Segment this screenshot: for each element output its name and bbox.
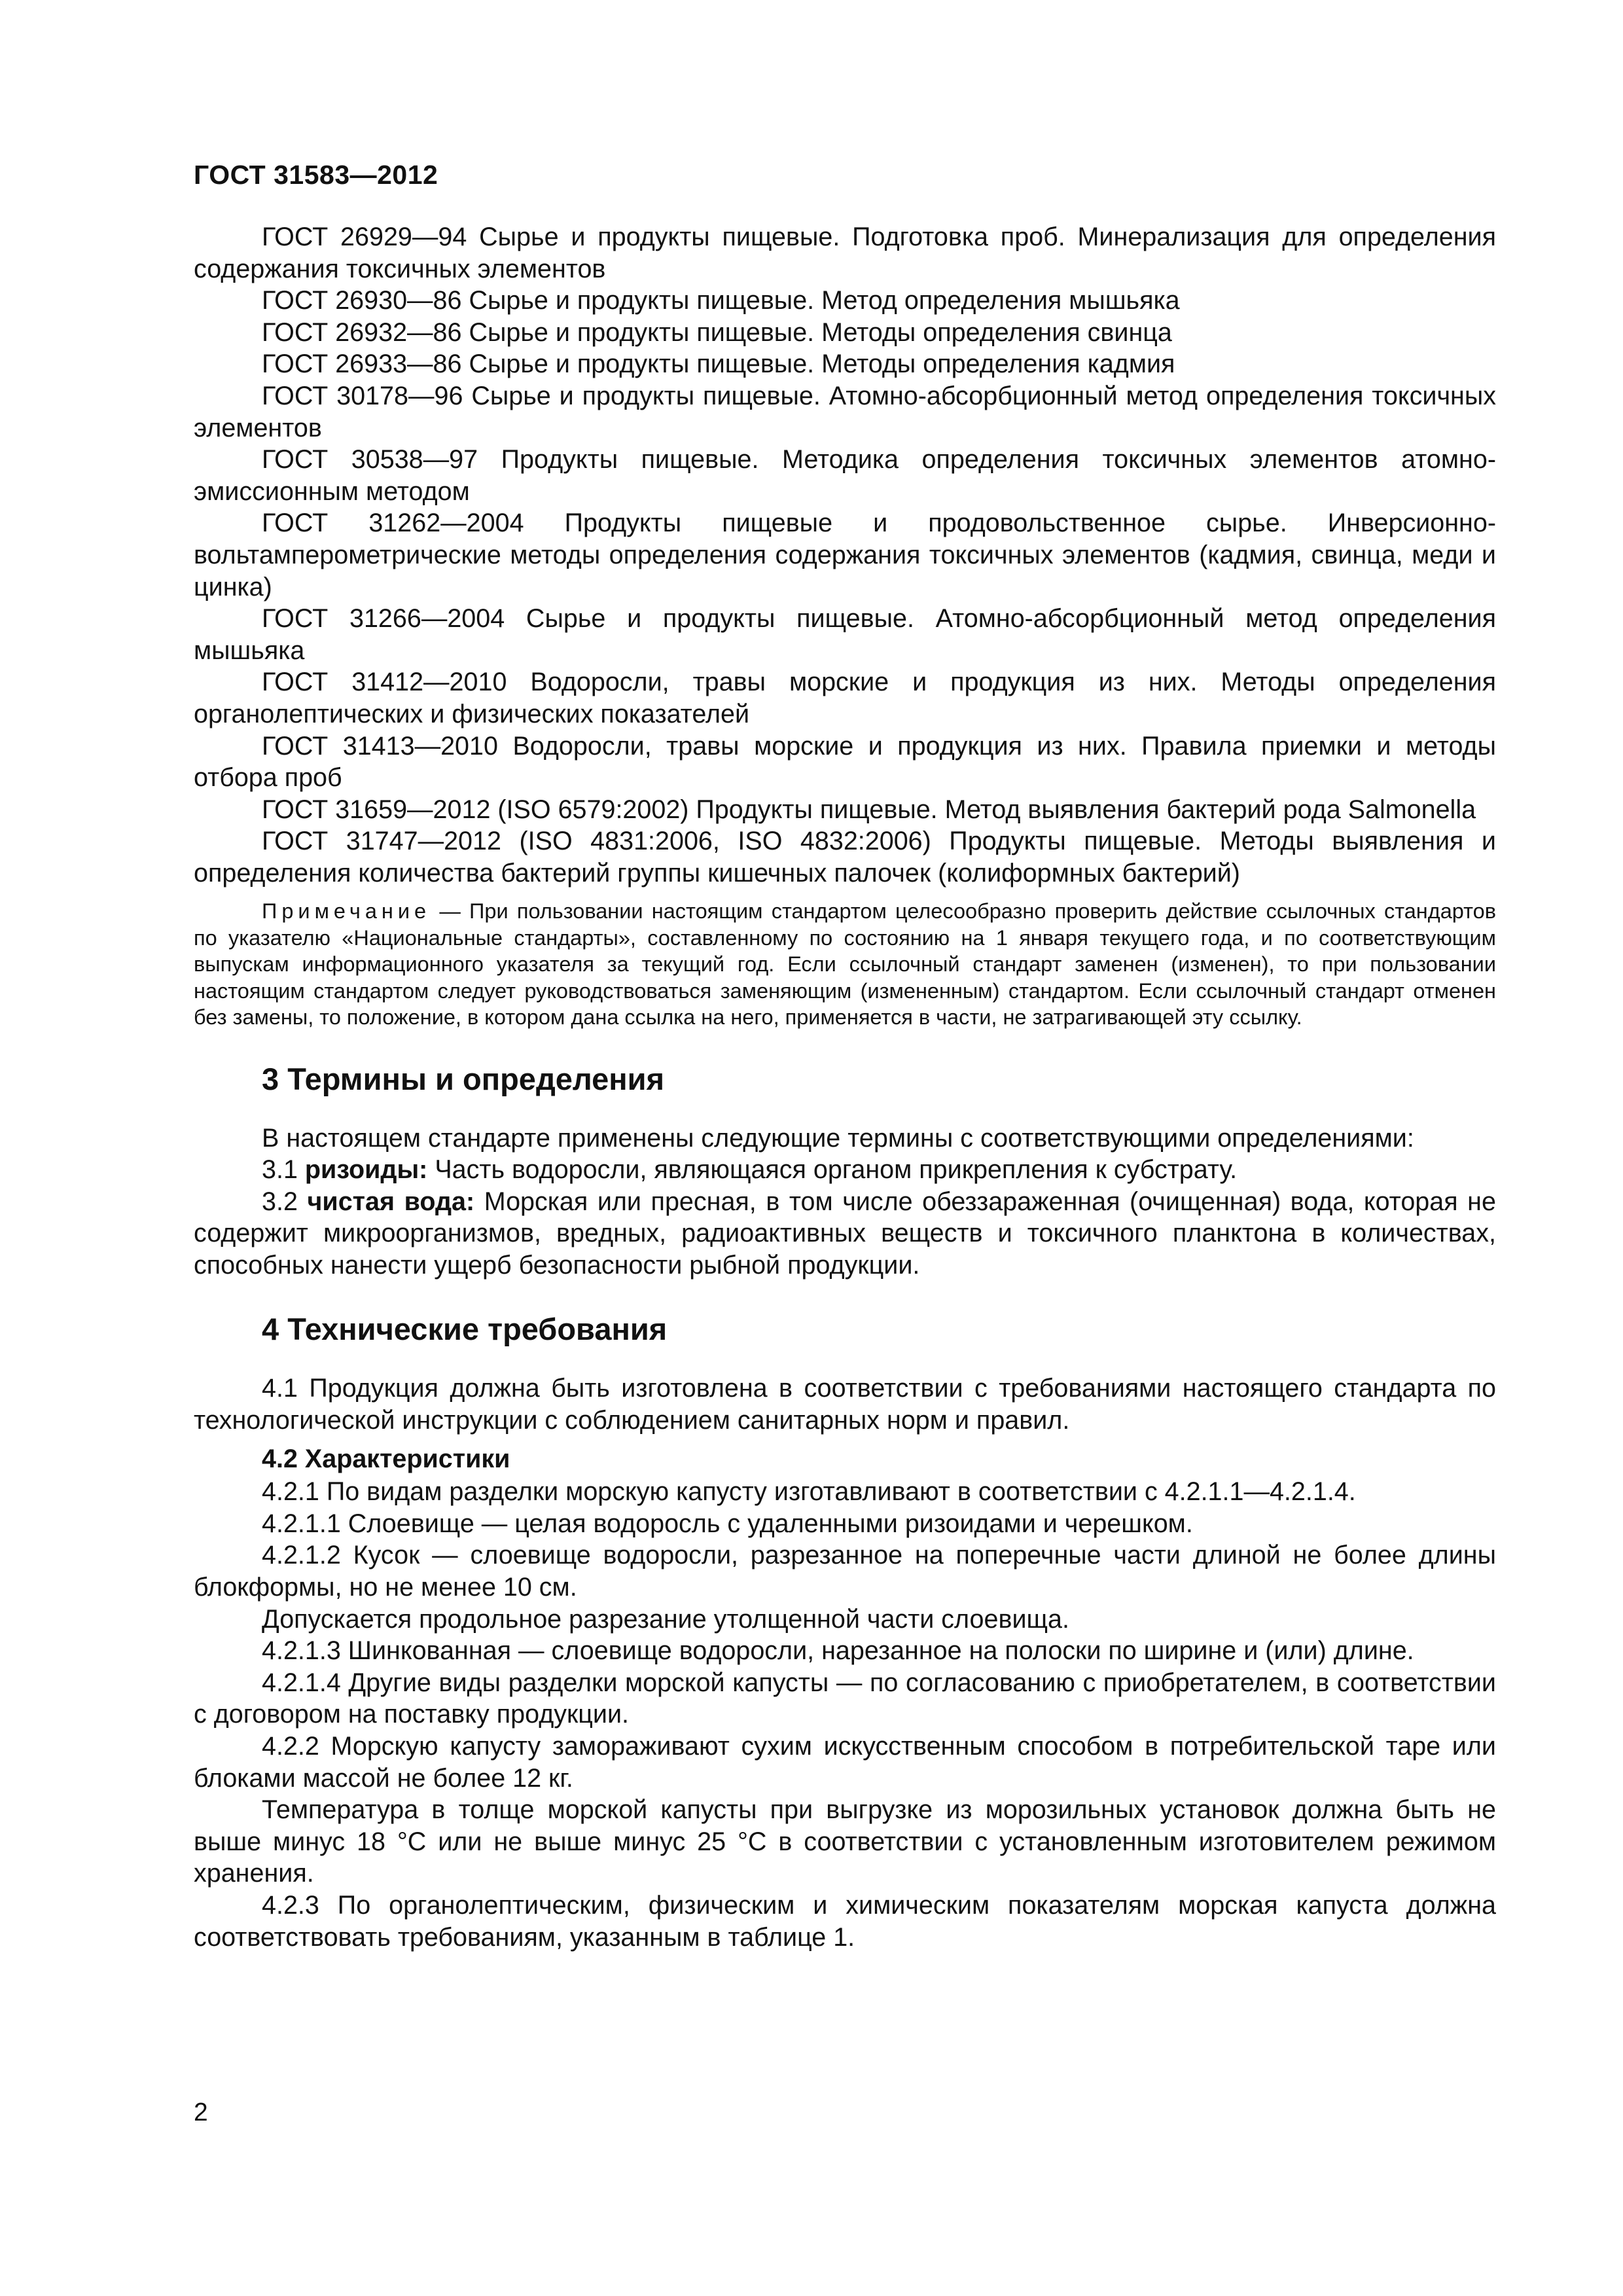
- reference-item: ГОСТ 26929—94 Сырье и продукты пищевые. Подготовка проб. Минерализация для определения содержания токсичных элементов: [194, 223, 1496, 283]
- subsection-4-2-heading: 4.2 Характеристики: [262, 1444, 510, 1473]
- reference-item: ГОСТ 31747—2012 (ISO 4831:2006, ISO 4832:2006) Продукты пищевые. Методы выявления и определения количества бактерий группы кишечных палочек (колиформных бактерий): [194, 827, 1496, 888]
- note-text: — При пользовании настоящим стандартом целесообразно проверить действие ссылочных стандартов по указателю «Национальные стандарты», составленному по состоянию на 1 января текущего года, и по соответствующим выпускам информационного указателя за текущий год. Если ссылочный стандарт заменен (изменен), то при пользовании настоящим стандартом следует руководствоваться заменяющим (измененным) стандартом. Если ссылочный стандарт отменен без замены, то положение, в котором дана ссылка на него, применяется в части, не затрагивающей эту ссылку.: [194, 899, 1496, 1030]
- note-label: Примечание: [262, 899, 431, 924]
- term-number: 3.1: [262, 1155, 298, 1185]
- term-name: ризоиды:: [304, 1155, 428, 1185]
- reference-item: ГОСТ 30178—96 Сырье и продукты пищевые. Атомно-абсорбционный метод определения токсичных элементов: [194, 381, 1496, 442]
- reference-item: ГОСТ 26933—86 Сырье и продукты пищевые. Методы определения кадмия: [262, 350, 1175, 379]
- reference-item: ГОСТ 31262—2004 Продукты пищевые и продовольственное сырье. Инверсионно-вольтамперометрические методы определения содержания токсичных элементов (кадмия, свинца, меди и цинка): [194, 509, 1496, 601]
- clause-4-1: 4.1 Продукция должна быть изготовлена в соответствии с требованиями настоящего стандарта по технологической инструкции с соблюдением санитарных норм и правил.: [194, 1374, 1496, 1435]
- document-code-header: ГОСТ 31583—2012: [194, 160, 438, 190]
- term-definition: [194, 1186, 1496, 1282]
- term-name: чистая вода:: [307, 1187, 475, 1216]
- page-number: 2: [194, 2098, 208, 2126]
- term-definition: [194, 1154, 1496, 1186]
- term-number: 3.2: [262, 1187, 298, 1216]
- reference-item: ГОСТ 31266—2004 Сырье и продукты пищевые. Атомно-абсорбционный метод определения мышьяка: [194, 604, 1496, 665]
- reference-item: ГОСТ 31659—2012 (ISO 6579:2002) Продукты пищевые. Метод выявления бактерий рода Salmonella: [262, 795, 1476, 824]
- reference-item: ГОСТ 30538—97 Продукты пищевые. Методика определения токсичных элементов атомно-эмиссионным методом: [194, 445, 1496, 506]
- term-text: Часть водоросли, являющаяся органом прикрепления к субстрату.: [435, 1155, 1238, 1185]
- normative-references-list: [194, 221, 1496, 889]
- clause-paragraph: 4.2.1.1 Слоевище — целая водоросль с удаленными ризоидами и черешком.: [262, 1509, 1193, 1538]
- reference-item: ГОСТ 26932—86 Сырье и продукты пищевые. Методы определения свинца: [262, 317, 1172, 347]
- reference-item: ГОСТ 31412—2010 Водоросли, травы морские и продукция из них. Методы определения органолептических и физических показателей: [194, 668, 1496, 728]
- section-4-heading: 4 Технические требования: [262, 1312, 668, 1347]
- clause-paragraph: 4.2.1.4 Другие виды разделки морской капусты — по согласованию с приобретателем, в соответствии с договором на поставку продукции.: [194, 1668, 1496, 1729]
- clause-paragraph: 4.2.2 Морскую капусту замораживают сухим искусственным способом в потребительской таре или блоками массой не более 12 кг.: [194, 1732, 1496, 1793]
- note-paragraph: [194, 898, 1496, 1030]
- term-text: Морская или пресная, в том числе обеззараженная (очищенная) вода, которая не содержит микроорганизмов, вредных, радиоактивных веществ и токсичного планктона в количествах, способных нанести ущерб безопасности рыбной продукции.: [194, 1187, 1496, 1280]
- clause-paragraph: 4.2.1.2 Кусок — слоевище водоросли, разрезанное на поперечные части длиной не более длины блокформы, но не менее 10 см.: [194, 1541, 1496, 1602]
- clause-paragraph: 4.2.1 По видам разделки морскую капусту изготавливают в соответствии с 4.2.1.1—4.2.1.4.: [262, 1477, 1356, 1507]
- clause-paragraph: 4.2.1.3 Шинкованная — слоевище водоросли, нарезанное на полоски по ширине и (или) длине.: [262, 1636, 1414, 1666]
- section-3-intro: В настоящем стандарте применены следующие термины с соответствующими определениями:: [262, 1123, 1414, 1153]
- reference-item: ГОСТ 31413—2010 Водоросли, травы морские и продукция из них. Правила приемки и методы отбора проб: [194, 731, 1496, 793]
- clause-paragraph: 4.2.3 По органолептическим, физическим и химическим показателям морская капуста должна соответствовать требованиям, указанным в таблице 1.: [194, 1890, 1496, 1952]
- clause-paragraph: Температура в толще морской капусты при выгрузке из морозильных установок должна быть не выше минус 18 °С или не выше минус 25 °С в соответствии с установленным изготовителем режимом хранения.: [194, 1795, 1496, 1888]
- clause-paragraph: Допускается продольное разрезание утолщенной части слоевища.: [262, 1604, 1069, 1634]
- page-content: [194, 221, 1496, 1953]
- section-3-heading: 3 Термины и определения: [262, 1061, 664, 1096]
- reference-item: ГОСТ 26930—86 Сырье и продукты пищевые. Метод определения мышьяка: [262, 286, 1180, 315]
